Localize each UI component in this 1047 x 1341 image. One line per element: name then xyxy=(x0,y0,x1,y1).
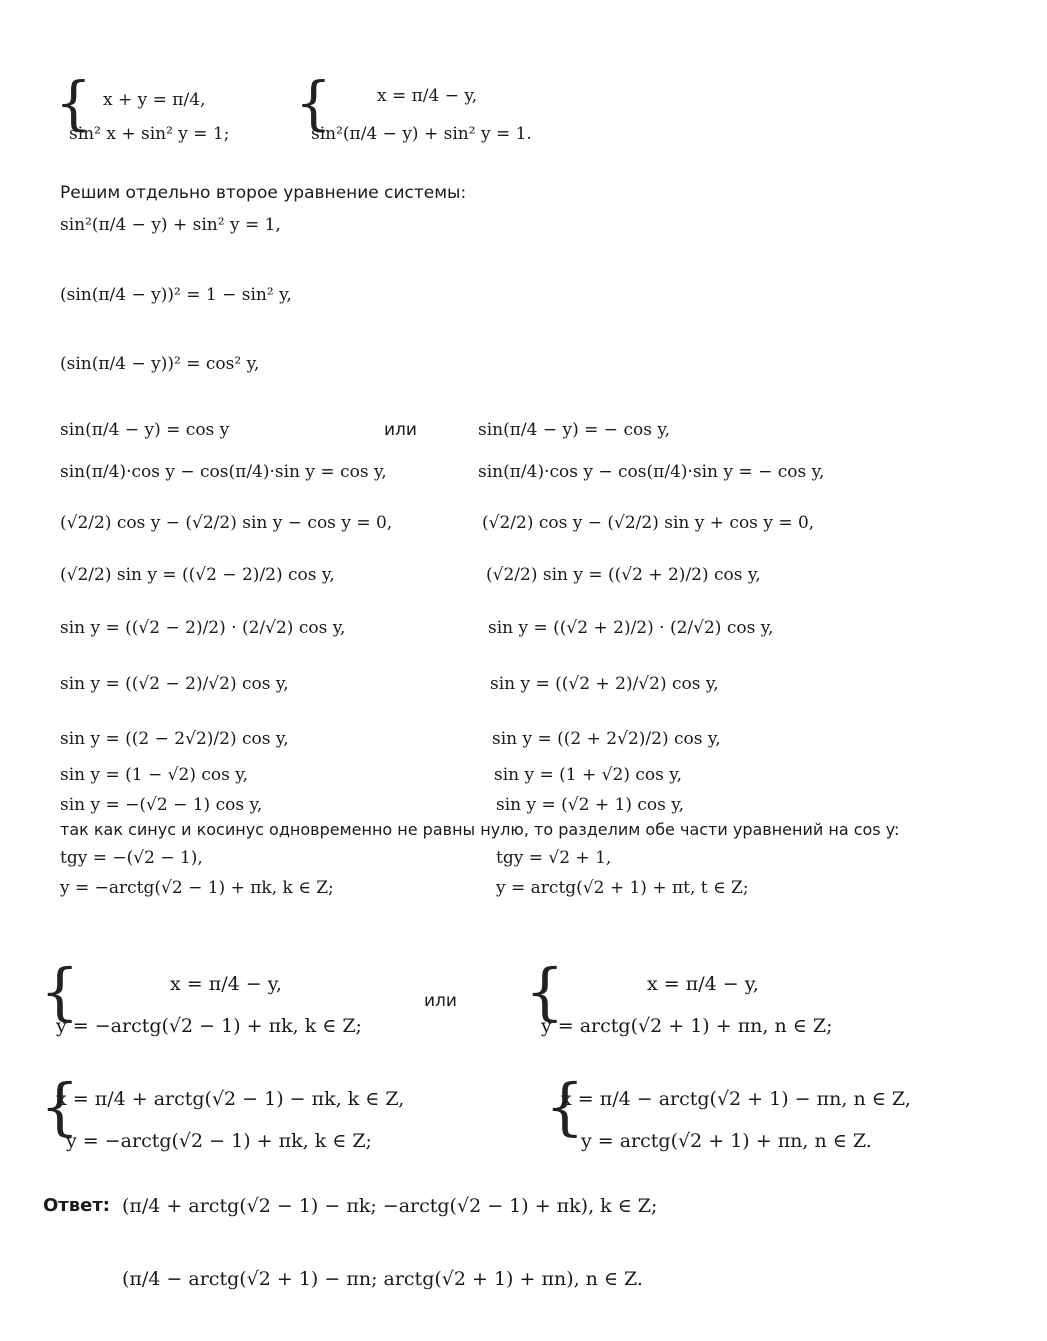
intro-text: Решим отдельно второе уравнение системы: xyxy=(60,183,467,203)
system-3-right xyxy=(545,1070,945,1165)
tg-right-line: tgy = √2 + 1, xyxy=(496,848,612,868)
or-word-2: или xyxy=(424,991,457,1011)
system-1-left xyxy=(55,70,285,160)
tg-right-line: y = arctg(√2 + 1) + πt, t ∈ Z; xyxy=(496,878,749,898)
brace: { xyxy=(295,69,332,137)
right-case-line: sin y = ((2 + 2√2)/2) cos y, xyxy=(492,729,721,749)
left-case-line: sin y = ((√2 − 2)/2) · (2/√2) cos y, xyxy=(60,618,346,638)
right-case-line: sin y = ((√2 + 2)/2) · (2/√2) cos y, xyxy=(488,618,774,638)
left-case-line: sin y = (1 − √2) cos y, xyxy=(60,765,248,785)
equation-line: x = π/4 − y, xyxy=(170,973,282,995)
step-line: (sin(π/4 − y))² = 1 − sin² y, xyxy=(60,285,292,305)
system-3-left xyxy=(40,1070,440,1165)
equation-line: y = arctg(√2 + 1) + πn, n ∈ Z. xyxy=(581,1130,872,1152)
equation-line: x = π/4 − arctg(√2 + 1) − πn, n ∈ Z, xyxy=(561,1088,911,1110)
or-word: или xyxy=(384,420,417,440)
system-2-left xyxy=(40,955,400,1050)
right-case-line: sin y = (1 + √2) cos y, xyxy=(494,765,682,785)
brace: { xyxy=(55,69,92,137)
left-case-line: sin y = ((2 − 2√2)/2) cos y, xyxy=(60,729,289,749)
equation-line: sin²(π/4 − y) + sin² y = 1. xyxy=(311,124,532,144)
left-case-line: (√2/2) cos y − (√2/2) sin y − cos y = 0, xyxy=(60,513,393,533)
left-case-line: sin(π/4)·cos y − cos(π/4)·sin y = cos y, xyxy=(60,462,387,482)
right-case-line: sin y = (√2 + 1) cos y, xyxy=(496,795,684,815)
divide-text: так как синус и косинус одновременно не равны нулю, то разделим обе части уравнений на cos y: xyxy=(60,820,900,839)
left-case-line: sin(π/4 − y) = cos y xyxy=(60,420,230,440)
step-line: sin²(π/4 − y) + sin² y = 1, xyxy=(60,215,281,235)
equation-line: x = π/4 − y, xyxy=(377,86,478,106)
equation-line: y = −arctg(√2 − 1) + πk, k ∈ Z; xyxy=(56,1015,362,1037)
system-2-right xyxy=(525,955,885,1050)
equation-line: x + y = π/4, xyxy=(103,90,206,110)
left-case-line: (√2/2) sin y = ((√2 − 2)/2) cos y, xyxy=(60,565,335,585)
system-1-right xyxy=(295,70,595,160)
right-case-line: (√2/2) cos y − (√2/2) sin y + cos y = 0, xyxy=(482,513,815,533)
equation-line: x = π/4 − y, xyxy=(647,973,759,995)
equation-line: x = π/4 + arctg(√2 − 1) − πk, k ∈ Z, xyxy=(56,1088,405,1110)
brace: { xyxy=(525,955,565,1028)
answer-label: Ответ: xyxy=(43,1195,110,1216)
left-case-line: sin y = −(√2 − 1) cos y, xyxy=(60,795,263,815)
tg-left-line: y = −arctg(√2 − 1) + πk, k ∈ Z; xyxy=(60,878,334,898)
right-case-line: sin y = ((√2 + 2)/√2) cos y, xyxy=(490,674,719,694)
right-case-line: sin(π/4 − y) = − cos y, xyxy=(478,420,671,440)
answer-line: (π/4 + arctg(√2 − 1) − πk; −arctg(√2 − 1) + πk), k ∈ Z; xyxy=(122,1195,658,1217)
step-line: (sin(π/4 − y))² = cos² y, xyxy=(60,354,260,374)
brace: { xyxy=(40,955,80,1028)
equation-line: y = −arctg(√2 − 1) + πk, k ∈ Z; xyxy=(66,1130,372,1152)
answer-line: (π/4 − arctg(√2 + 1) − πn; arctg(√2 + 1) + πn), n ∈ Z. xyxy=(122,1268,643,1290)
brace: { xyxy=(545,1070,585,1143)
brace: { xyxy=(40,1070,80,1143)
tg-left-line: tgy = −(√2 − 1), xyxy=(60,848,203,868)
equation-line: y = arctg(√2 + 1) + πn, n ∈ Z; xyxy=(541,1015,833,1037)
right-case-line: (√2/2) sin y = ((√2 + 2)/2) cos y, xyxy=(486,565,761,585)
left-case-line: sin y = ((√2 − 2)/√2) cos y, xyxy=(60,674,289,694)
right-case-line: sin(π/4)·cos y − cos(π/4)·sin y = − cos y, xyxy=(478,462,825,482)
equation-line: sin² x + sin² y = 1; xyxy=(69,124,230,144)
